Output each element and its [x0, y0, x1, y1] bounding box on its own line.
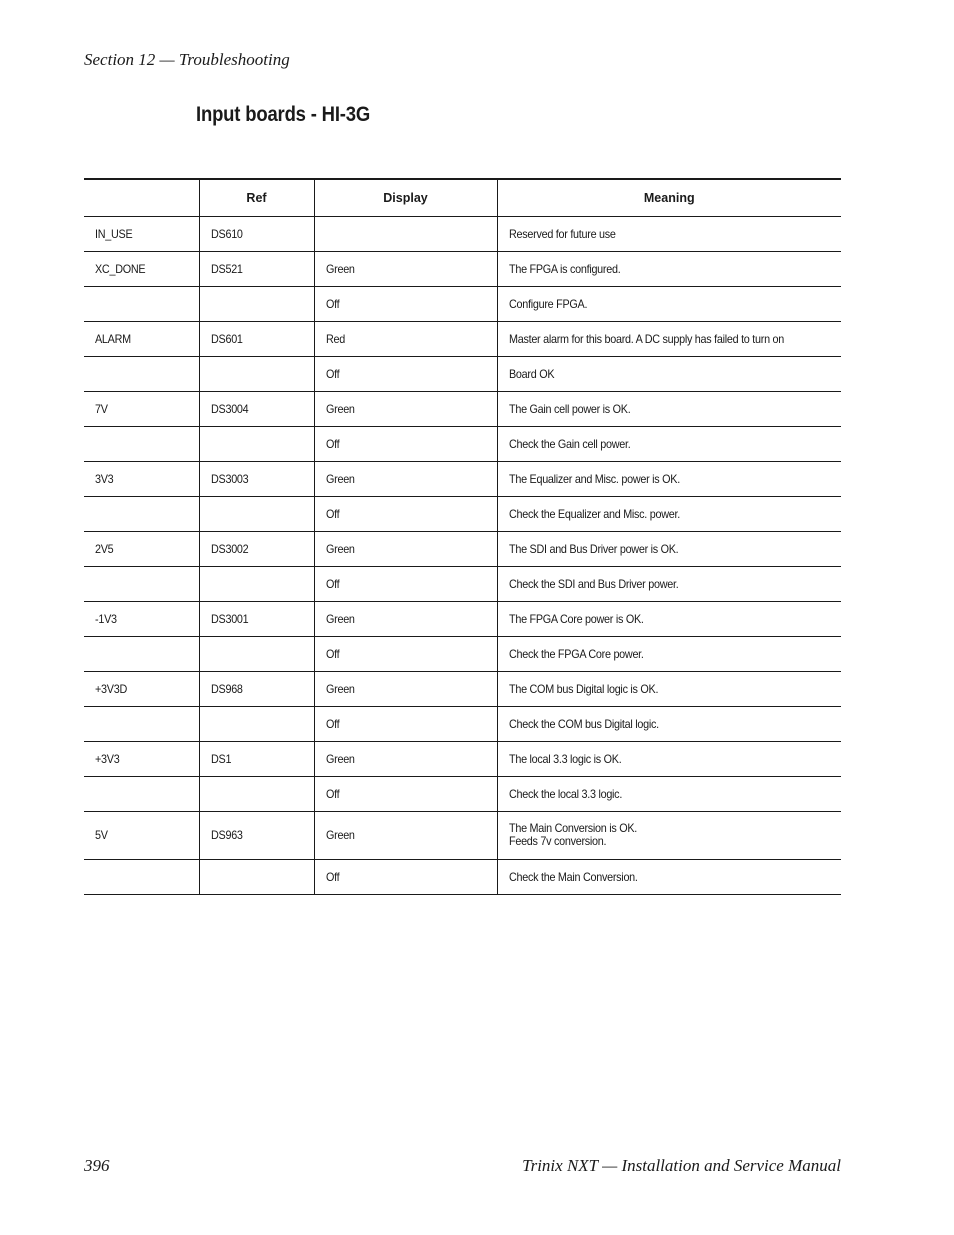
- display-cell: [314, 391, 497, 426]
- display-cell: [314, 286, 497, 321]
- display-cell: [314, 356, 497, 391]
- ref-cell-text: DS3003: [210, 471, 248, 486]
- ref-cell: [199, 636, 314, 671]
- signal-cell: [84, 286, 199, 321]
- display-cell: [314, 741, 497, 776]
- signal-cell: [84, 706, 199, 741]
- display-cell: [314, 811, 497, 859]
- meaning-cell: [497, 356, 841, 391]
- display-cell-text: Off: [325, 786, 339, 801]
- display-cell-text: Off: [325, 716, 339, 731]
- table-row: [84, 531, 841, 566]
- meaning-cell-text: Board OK: [508, 366, 554, 381]
- display-cell: [314, 426, 497, 461]
- meaning-cell: [497, 671, 841, 706]
- table-row: [84, 601, 841, 636]
- display-cell: [314, 601, 497, 636]
- display-cell-text: Green: [325, 401, 355, 416]
- table-row: [84, 671, 841, 706]
- page-title: Input boards - HI-3G: [196, 103, 371, 126]
- display-cell-text: Off: [325, 366, 339, 381]
- display-cell: [314, 531, 497, 566]
- display-cell-text: Red: [325, 331, 345, 346]
- display-cell-text: Green: [325, 541, 355, 556]
- table-row: [84, 776, 841, 811]
- meaning-cell-text: Check the SDI and Bus Driver power.: [508, 576, 678, 591]
- meaning-cell-line: Feeds 7v conversion.: [508, 834, 606, 848]
- meaning-cell-text: The SDI and Bus Driver power is OK.: [508, 541, 678, 556]
- table-row: [84, 811, 841, 859]
- display-cell: [314, 706, 497, 741]
- ref-cell-text: DS1: [210, 751, 231, 766]
- signal-cell: [84, 461, 199, 496]
- ref-cell: [199, 391, 314, 426]
- signal-cell: [84, 391, 199, 426]
- signal-cell-text: ALARM: [95, 331, 131, 346]
- table-row: [84, 859, 841, 894]
- ref-cell: [199, 776, 314, 811]
- meaning-cell: [497, 496, 841, 531]
- ref-cell: [199, 741, 314, 776]
- meaning-cell-text: Check the Main Conversion.: [508, 869, 638, 884]
- meaning-cell: [497, 566, 841, 601]
- table-row: [84, 566, 841, 601]
- table-row: [84, 216, 841, 251]
- ref-cell-text: DS968: [210, 681, 243, 696]
- signal-cell: [84, 811, 199, 859]
- table-row: [84, 426, 841, 461]
- meaning-cell-text: Check the COM bus Digital logic.: [508, 716, 659, 731]
- meaning-cell: [497, 741, 841, 776]
- ref-cell: [199, 531, 314, 566]
- table-row: [84, 391, 841, 426]
- signal-cell-text: +3V3D: [95, 681, 127, 696]
- signal-cell-text: +3V3: [95, 751, 120, 766]
- meaning-cell: [497, 391, 841, 426]
- ref-cell: [199, 461, 314, 496]
- ref-cell: [199, 216, 314, 251]
- meaning-cell: [497, 811, 841, 859]
- ref-cell-text: DS3001: [210, 611, 248, 626]
- display-cell-text: Green: [325, 828, 355, 842]
- ref-cell: [199, 496, 314, 531]
- ref-cell: [199, 286, 314, 321]
- display-cell-text: Green: [325, 681, 355, 696]
- signal-cell-text: 3V3: [95, 471, 114, 486]
- meaning-cell: [497, 859, 841, 894]
- meaning-cell: [497, 601, 841, 636]
- signal-cell: [84, 321, 199, 356]
- signal-cell: [84, 426, 199, 461]
- ref-cell-text: DS601: [210, 331, 243, 346]
- meaning-cell-text: Configure FPGA.: [508, 296, 587, 311]
- display-cell-text: Off: [325, 576, 339, 591]
- column-header-signal: [84, 179, 199, 216]
- display-cell-text: Off: [325, 296, 339, 311]
- meaning-cell-text: Check the FPGA Core power.: [508, 646, 644, 661]
- ref-cell: [199, 356, 314, 391]
- signal-cell: [84, 531, 199, 566]
- signal-cell-text: 2V5: [95, 541, 114, 556]
- ref-cell-text: DS963: [210, 828, 243, 842]
- meaning-cell: [497, 706, 841, 741]
- signal-cell-text: 7V: [95, 401, 108, 416]
- meaning-cell-line: The Main Conversion is OK.: [508, 821, 637, 835]
- meaning-cell: [497, 321, 841, 356]
- signal-cell-text: -1V3: [95, 611, 117, 626]
- ref-cell: [199, 671, 314, 706]
- table-row: [84, 286, 841, 321]
- table-row: [84, 356, 841, 391]
- column-header-ref: Ref: [199, 179, 314, 216]
- meaning-cell-text: The FPGA is configured.: [508, 261, 620, 276]
- table-row: [84, 706, 841, 741]
- display-cell-text: Green: [325, 261, 355, 276]
- display-cell-text: Green: [325, 611, 355, 626]
- display-cell-text: Green: [325, 471, 355, 486]
- meaning-cell-text: Check the Gain cell power.: [508, 436, 630, 451]
- meaning-cell-text: Master alarm for this board. A DC supply has failed to turn on: [508, 331, 784, 346]
- table-row: [84, 741, 841, 776]
- display-cell: [314, 671, 497, 706]
- ref-cell-text: DS521: [210, 261, 243, 276]
- meaning-cell-text: The local 3.3 logic is OK.: [508, 751, 621, 766]
- display-cell: [314, 461, 497, 496]
- ref-cell-text: DS3002: [210, 541, 248, 556]
- display-cell: [314, 566, 497, 601]
- meaning-cell: [497, 216, 841, 251]
- signal-cell: [84, 636, 199, 671]
- page-number: 396: [84, 1156, 110, 1175]
- led-indicator-table: [84, 178, 841, 895]
- column-header-display: Display: [314, 179, 497, 216]
- meaning-cell: [497, 461, 841, 496]
- signal-cell: [84, 566, 199, 601]
- signal-cell: [84, 859, 199, 894]
- table-body: [84, 216, 841, 894]
- table-row: [84, 321, 841, 356]
- meaning-cell-text: The Equalizer and Misc. power is OK.: [508, 471, 680, 486]
- meaning-cell-text: The Gain cell power is OK.: [508, 401, 630, 416]
- meaning-cell-text: The FPGA Core power is OK.: [508, 611, 644, 626]
- signal-cell-text: IN_USE: [95, 226, 133, 241]
- table-header-row: [84, 179, 841, 216]
- table-row: [84, 461, 841, 496]
- signal-cell: [84, 356, 199, 391]
- display-cell-text: Off: [325, 436, 339, 451]
- table-row: [84, 251, 841, 286]
- meaning-cell: [497, 636, 841, 671]
- ref-cell: [199, 859, 314, 894]
- display-cell: [314, 636, 497, 671]
- display-cell-text: Off: [325, 869, 339, 884]
- ref-cell: [199, 601, 314, 636]
- signal-cell-text: 5V: [95, 828, 108, 842]
- section-header: Section 12 — Troubleshooting: [84, 50, 290, 69]
- meaning-cell-text: Reserved for future use: [508, 226, 616, 241]
- meaning-cell: [497, 426, 841, 461]
- table-row: [84, 636, 841, 671]
- signal-cell: [84, 496, 199, 531]
- meaning-cell: [497, 286, 841, 321]
- meaning-cell-text: The COM bus Digital logic is OK.: [508, 681, 658, 696]
- ref-cell-text: DS610: [210, 226, 243, 241]
- display-cell: [314, 496, 497, 531]
- display-cell: [314, 321, 497, 356]
- ref-cell: [199, 321, 314, 356]
- ref-cell-text: DS3004: [210, 401, 248, 416]
- signal-cell: [84, 251, 199, 286]
- ref-cell: [199, 566, 314, 601]
- display-cell: [314, 776, 497, 811]
- ref-cell: [199, 706, 314, 741]
- meaning-cell-text: Check the local 3.3 logic.: [508, 786, 622, 801]
- display-cell: [314, 251, 497, 286]
- ref-cell: [199, 811, 314, 859]
- meaning-cell: [497, 531, 841, 566]
- signal-cell: [84, 671, 199, 706]
- display-cell-text: Green: [325, 751, 355, 766]
- meaning-cell: [497, 251, 841, 286]
- signal-cell: [84, 776, 199, 811]
- ref-cell: [199, 426, 314, 461]
- display-cell: [314, 216, 497, 251]
- signal-cell: [84, 601, 199, 636]
- display-cell-text: Off: [325, 506, 339, 521]
- meaning-cell: [497, 776, 841, 811]
- table-row: [84, 496, 841, 531]
- manual-title: Trinix NXT — Installation and Service Manual: [522, 1156, 841, 1175]
- display-cell: [314, 859, 497, 894]
- signal-cell: [84, 216, 199, 251]
- meaning-cell-text: [509, 822, 637, 848]
- signal-cell: [84, 741, 199, 776]
- meaning-cell-text: Check the Equalizer and Misc. power.: [508, 506, 680, 521]
- signal-cell-text: XC_DONE: [95, 261, 146, 276]
- column-header-meaning: Meaning: [497, 179, 841, 216]
- ref-cell: [199, 251, 314, 286]
- display-cell-text: Off: [325, 646, 339, 661]
